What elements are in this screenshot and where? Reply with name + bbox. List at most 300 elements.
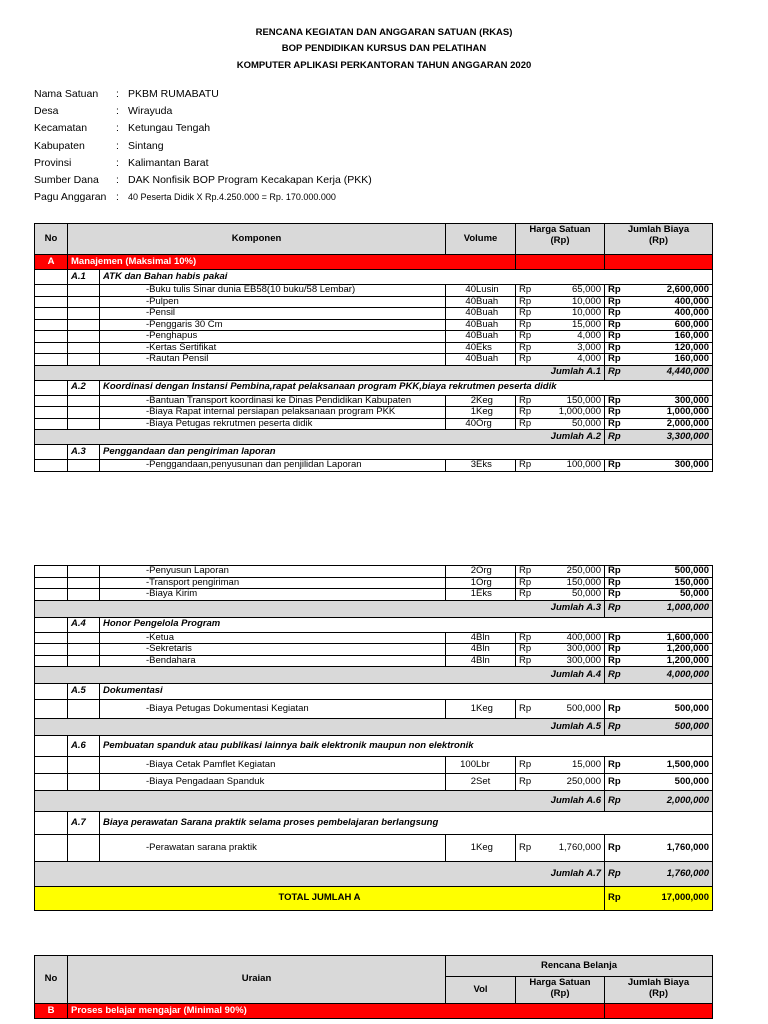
currency-label: Rp — [519, 565, 532, 576]
total-value: 150,000 — [674, 577, 709, 588]
price-value: 50,000 — [571, 418, 601, 429]
table-cell — [35, 407, 68, 419]
item-total — [605, 632, 713, 644]
table-cell — [68, 308, 100, 320]
item-qty: 40 — [465, 342, 476, 353]
total-value: 160,000 — [674, 330, 709, 341]
budget-table-a-part2 — [34, 565, 713, 911]
item-total — [605, 460, 713, 472]
subtotal-label: Jumlah A.3 — [35, 600, 605, 617]
currency-label: Rp — [608, 588, 621, 599]
item-volume — [446, 566, 516, 578]
price-value: 65,000 — [571, 284, 601, 295]
table-cell — [35, 700, 68, 719]
total-value: 1,200,000 — [666, 655, 709, 666]
item-name: -Penggaris 30 Cm — [100, 319, 446, 331]
table-cell — [35, 835, 68, 862]
table-cell — [35, 774, 68, 791]
info-colon: : — [116, 173, 119, 186]
item-qty: 40 — [465, 296, 476, 307]
currency-label: Rp — [519, 643, 532, 654]
item-price — [516, 319, 605, 331]
item-unit: Buah — [476, 307, 499, 318]
col-harga: Harga Satuan (Rp) — [516, 224, 605, 255]
subtotal-amount: 4,440,000 — [666, 366, 709, 378]
currency-label: Rp — [608, 668, 621, 680]
subtotal-value — [605, 791, 713, 812]
subtotal-row — [35, 791, 713, 812]
item-price — [516, 354, 605, 366]
table-cell — [35, 589, 68, 601]
total-value: 1,200,000 — [666, 643, 709, 654]
currency-label: Rp — [608, 841, 621, 853]
info-label: Kecamatan — [34, 122, 88, 135]
total-value: 120,000 — [674, 342, 709, 353]
total-value: 400,000 — [674, 307, 709, 318]
item-qty: 40 — [465, 284, 476, 295]
subsection-row — [35, 617, 713, 632]
item-qty: 4 — [470, 643, 476, 654]
subtotal-amount: 2,000,000 — [666, 794, 709, 806]
subtotal-value — [605, 600, 713, 617]
item-price — [516, 331, 605, 343]
item-volume — [446, 460, 516, 472]
doc-title-line3: KOMPUTER APLIKASI PERKANTORAN TAHUN ANGGARAN 2020 — [236, 60, 532, 71]
col-jumlah: Jumlah Biaya (Rp) — [605, 977, 713, 1004]
table-cell — [35, 354, 68, 366]
subsection-row — [35, 812, 713, 835]
currency-label: Rp — [608, 643, 621, 654]
currency-label: Rp — [608, 867, 621, 879]
currency-label: Rp — [519, 841, 532, 853]
table-cell — [35, 577, 68, 589]
price-value: 10,000 — [571, 296, 601, 307]
info-label: Desa — [34, 105, 59, 118]
item-name: -Sekretaris — [100, 644, 446, 656]
currency-label: Rp — [608, 430, 621, 442]
header-row — [35, 956, 713, 977]
item-qty: 1 — [470, 702, 476, 714]
price-value: 3,000 — [577, 342, 601, 353]
info-row — [34, 103, 372, 120]
subsection-row — [35, 380, 713, 395]
table-cell — [68, 319, 100, 331]
table-cell — [68, 331, 100, 343]
table-cell — [68, 460, 100, 472]
item-total — [605, 319, 713, 331]
subtotal-amount: 4,000,000 — [666, 668, 709, 680]
col-no: No — [35, 956, 68, 1004]
currency-label: Rp — [608, 307, 621, 318]
table-cell — [35, 308, 68, 320]
info-label: Provinsi — [34, 156, 72, 169]
col-no: No — [35, 224, 68, 255]
item-volume — [446, 319, 516, 331]
subsection-code: A.2 — [68, 380, 100, 395]
currency-label: Rp — [608, 459, 621, 470]
item-volume — [446, 354, 516, 366]
table-cell — [68, 285, 100, 297]
col-harga: Harga Satuan (Rp) — [516, 977, 605, 1004]
subsection-row — [35, 445, 713, 460]
subsection-title: Pembuatan spanduk atau publikasi lainnya baik elektronik maupun non elektronik — [100, 736, 713, 757]
total-value: 300,000 — [674, 459, 709, 470]
item-row — [35, 331, 713, 343]
section-row — [35, 1004, 713, 1019]
table-cell — [35, 644, 68, 656]
currency-label: Rp — [608, 720, 621, 732]
currency-label: Rp — [519, 319, 532, 330]
price-value: 4,000 — [577, 353, 601, 364]
item-qty: 1 — [470, 841, 476, 853]
table-cell — [35, 319, 68, 331]
total-value: 400,000 — [674, 296, 709, 307]
item-name: -Ketua — [100, 632, 446, 644]
price-value: 1,000,000 — [558, 406, 601, 417]
subsection-code: A.4 — [68, 617, 100, 632]
currency-label: Rp — [608, 892, 621, 904]
item-price — [516, 566, 605, 578]
price-value: 250,000 — [566, 565, 601, 576]
subsection-code: A.3 — [68, 445, 100, 460]
item-volume — [446, 632, 516, 644]
item-unit: Eks — [476, 459, 492, 470]
table-cell — [35, 380, 68, 395]
subsection-row — [35, 270, 713, 285]
currency-label: Rp — [608, 565, 621, 576]
table-cell — [68, 774, 100, 791]
item-price — [516, 308, 605, 320]
subsection-title: Honor Pengelola Program — [100, 617, 713, 632]
item-total — [605, 700, 713, 719]
total-value: 600,000 — [674, 319, 709, 330]
col-vol: Vol — [446, 977, 516, 1004]
table-cell — [605, 1004, 713, 1019]
col-volume: Volume — [446, 224, 516, 255]
item-total — [605, 655, 713, 667]
item-row — [35, 577, 713, 589]
item-price — [516, 460, 605, 472]
item-name: -Penyusun Laporan — [100, 566, 446, 578]
table-cell — [68, 632, 100, 644]
item-name: -Biaya Petugas rekrutmen peserta didik — [100, 418, 446, 430]
subtotal-label: Jumlah A.5 — [35, 719, 605, 736]
item-qty: 3 — [470, 459, 476, 470]
table-cell — [68, 655, 100, 667]
subsection-row — [35, 736, 713, 757]
table-cell — [35, 395, 68, 407]
table-cell — [68, 577, 100, 589]
subtotal-row — [35, 667, 713, 684]
item-volume — [446, 589, 516, 601]
currency-label: Rp — [608, 342, 621, 353]
item-volume — [446, 342, 516, 354]
item-row — [35, 285, 713, 297]
table-cell — [68, 407, 100, 419]
item-total — [605, 774, 713, 791]
price-value: 50,000 — [571, 588, 601, 599]
table-cell — [68, 644, 100, 656]
item-unit: Lbr — [476, 758, 490, 770]
currency-label: Rp — [519, 588, 532, 599]
currency-label: Rp — [519, 284, 532, 295]
item-total — [605, 835, 713, 862]
doc-title-line1: RENCANA KEGIATAN DAN ANGGARAN SATUAN (RKAS) — [255, 27, 513, 38]
item-row — [35, 460, 713, 472]
section-code: B — [35, 1004, 68, 1019]
price-value: 400,000 — [566, 632, 601, 643]
subsection-title: Dokumentasi — [100, 684, 713, 700]
currency-label: Rp — [519, 577, 532, 588]
item-unit: Bln — [476, 655, 490, 666]
subtotal-label: Jumlah A.4 — [35, 667, 605, 684]
item-unit: Buah — [476, 319, 499, 330]
item-row — [35, 644, 713, 656]
item-total — [605, 342, 713, 354]
item-total — [605, 308, 713, 320]
table-cell — [35, 296, 68, 308]
item-price — [516, 296, 605, 308]
price-value: 10,000 — [571, 307, 601, 318]
item-row — [35, 296, 713, 308]
item-volume — [446, 418, 516, 430]
subsection-code: A.6 — [68, 736, 100, 757]
table-cell — [35, 418, 68, 430]
info-colon: : — [116, 191, 119, 204]
item-name: -Penghapus — [100, 331, 446, 343]
item-qty: 100 — [460, 758, 476, 770]
item-unit: Keg — [476, 841, 493, 853]
item-total — [605, 757, 713, 774]
total-value: 500,000 — [674, 565, 709, 576]
item-price — [516, 774, 605, 791]
item-price — [516, 418, 605, 430]
price-value: 15,000 — [571, 319, 601, 330]
item-unit: Eks — [476, 588, 492, 599]
subtotal-value — [605, 862, 713, 887]
item-total — [605, 354, 713, 366]
item-row — [35, 700, 713, 719]
item-qty: 2 — [470, 395, 476, 406]
section-row — [35, 255, 713, 270]
info-row — [34, 138, 372, 155]
total-label: TOTAL JUMLAH A — [35, 887, 605, 911]
info-value: Ketungau Tengah — [128, 122, 211, 135]
subtotal-label: Jumlah A.1 — [35, 365, 605, 380]
price-value: 1,760,000 — [558, 841, 601, 853]
info-label: Pagu Anggaran — [34, 191, 107, 204]
total-value — [605, 887, 713, 911]
total-value: 2,600,000 — [666, 284, 709, 295]
info-row — [34, 120, 372, 137]
item-volume — [446, 835, 516, 862]
section-title: Proses belajar mengajar (Minimal 90%) — [68, 1004, 605, 1019]
col-uraian: Uraian — [68, 956, 446, 1004]
item-name: -Perawatan sarana praktik — [100, 835, 446, 862]
item-row — [35, 566, 713, 578]
currency-label: Rp — [519, 775, 532, 787]
info-row — [34, 86, 372, 103]
item-row — [35, 354, 713, 366]
subtotal-value — [605, 430, 713, 445]
budget-table-a-part1 — [34, 223, 713, 472]
currency-label: Rp — [608, 296, 621, 307]
item-total — [605, 296, 713, 308]
total-value: 500,000 — [674, 702, 709, 714]
item-total — [605, 418, 713, 430]
info-label: Sumber Dana — [34, 173, 99, 186]
table-cell — [35, 445, 68, 460]
subtotal-row — [35, 430, 713, 445]
info-value: PKBM RUMABATU — [128, 88, 219, 100]
total-value: 1,500,000 — [666, 758, 709, 770]
currency-label: Rp — [608, 284, 621, 295]
price-value: 500,000 — [566, 702, 601, 714]
item-price — [516, 655, 605, 667]
item-row — [35, 319, 713, 331]
item-price — [516, 342, 605, 354]
table-cell — [68, 418, 100, 430]
info-value: Kalimantan Barat — [128, 156, 209, 169]
table-cell — [68, 342, 100, 354]
table-cell — [68, 700, 100, 719]
item-price — [516, 589, 605, 601]
currency-label: Rp — [519, 655, 532, 666]
item-price — [516, 700, 605, 719]
subtotal-amount: 3,300,000 — [666, 430, 709, 442]
currency-label: Rp — [519, 307, 532, 318]
item-qty: 40 — [465, 330, 476, 341]
identity-block — [34, 86, 372, 206]
price-value: 15,000 — [571, 758, 601, 770]
item-name: -Kertas Sertifikat — [100, 342, 446, 354]
table-cell — [35, 460, 68, 472]
item-name: -Pensil — [100, 308, 446, 320]
doc-title-line2: BOP PENDIDIKAN KURSUS DAN PELATIHAN — [281, 43, 487, 54]
item-unit: Bln — [476, 632, 490, 643]
currency-label: Rp — [608, 319, 621, 330]
item-row — [35, 632, 713, 644]
subtotal-row — [35, 600, 713, 617]
currency-label: Rp — [608, 330, 621, 341]
table-cell — [35, 617, 68, 632]
item-total — [605, 331, 713, 343]
item-volume — [446, 308, 516, 320]
item-row — [35, 308, 713, 320]
total-value: 1,000,000 — [666, 406, 709, 417]
item-volume — [446, 577, 516, 589]
item-name: -Rautan Pensil — [100, 354, 446, 366]
subsection-title: Biaya perawatan Sarana praktik selama proses pembelajaran berlangsung — [100, 812, 713, 835]
table-cell — [35, 285, 68, 297]
subtotal-row — [35, 719, 713, 736]
header-row — [35, 224, 713, 255]
item-total — [605, 395, 713, 407]
info-row — [34, 172, 372, 189]
item-price — [516, 644, 605, 656]
currency-label: Rp — [519, 395, 532, 406]
item-unit: Eks — [476, 342, 492, 353]
table-cell — [35, 331, 68, 343]
currency-label: Rp — [608, 418, 621, 429]
currency-label: Rp — [519, 459, 532, 470]
currency-label: Rp — [519, 342, 532, 353]
currency-label: Rp — [519, 702, 532, 714]
item-unit: Buah — [476, 353, 499, 364]
item-price — [516, 395, 605, 407]
total-value: 500,000 — [674, 775, 709, 787]
item-unit: Org — [476, 577, 492, 588]
item-name: -Penggandaan,penyusunan dan penjilidan Laporan — [100, 460, 446, 472]
total-value: 1,760,000 — [666, 841, 709, 853]
item-unit: Keg — [476, 395, 493, 406]
item-price — [516, 285, 605, 297]
table-cell — [68, 354, 100, 366]
subtotal-label: Jumlah A.2 — [35, 430, 605, 445]
total-value: 2,000,000 — [666, 418, 709, 429]
item-row — [35, 835, 713, 862]
item-price — [516, 757, 605, 774]
item-qty: 40 — [465, 319, 476, 330]
table-cell — [35, 342, 68, 354]
item-unit: Buah — [476, 296, 499, 307]
subsection-title: ATK dan Bahan habis pakai — [100, 270, 713, 285]
item-name: -Transport pengiriman — [100, 577, 446, 589]
section-title: Manajemen (Maksimal 10%) — [68, 255, 516, 270]
item-qty: 40 — [465, 418, 476, 429]
table-cell — [605, 255, 713, 270]
item-name: -Biaya Rapat internal persiapan pelaksanaan program PKK — [100, 407, 446, 419]
item-qty: 4 — [470, 632, 476, 643]
item-row — [35, 774, 713, 791]
total-value: 160,000 — [674, 353, 709, 364]
item-unit: Set — [476, 775, 491, 787]
total-amount: 17,000,000 — [661, 892, 709, 904]
table-cell — [35, 270, 68, 285]
item-name: -Biaya Cetak Pamflet Kegiatan — [100, 757, 446, 774]
currency-label: Rp — [519, 632, 532, 643]
total-value: 300,000 — [674, 395, 709, 406]
item-qty: 1 — [470, 577, 476, 588]
item-row — [35, 395, 713, 407]
item-price — [516, 632, 605, 644]
table-cell — [68, 835, 100, 862]
item-total — [605, 644, 713, 656]
section-code: A — [35, 255, 68, 270]
subsection-title: Penggandaan dan pengiriman laporan — [100, 445, 713, 460]
subtotal-row — [35, 365, 713, 380]
item-unit: Keg — [476, 406, 493, 417]
col-komponen: Komponen — [68, 224, 446, 255]
item-name: -Bantuan Transport koordinasi ke Dinas Pendidikan Kabupaten — [100, 395, 446, 407]
currency-label: Rp — [608, 632, 621, 643]
info-colon: : — [116, 88, 119, 100]
item-unit: Org — [476, 418, 492, 429]
table-cell — [68, 566, 100, 578]
item-volume — [446, 407, 516, 419]
table-cell — [35, 566, 68, 578]
item-total — [605, 566, 713, 578]
currency-label: Rp — [608, 395, 621, 406]
subtotal-amount: 1,760,000 — [666, 867, 709, 879]
item-volume — [446, 285, 516, 297]
item-row — [35, 757, 713, 774]
item-row — [35, 589, 713, 601]
table-cell — [35, 812, 68, 835]
subtotal-label: Jumlah A.7 — [35, 862, 605, 887]
table-cell — [35, 736, 68, 757]
subsection-code: A.7 — [68, 812, 100, 835]
